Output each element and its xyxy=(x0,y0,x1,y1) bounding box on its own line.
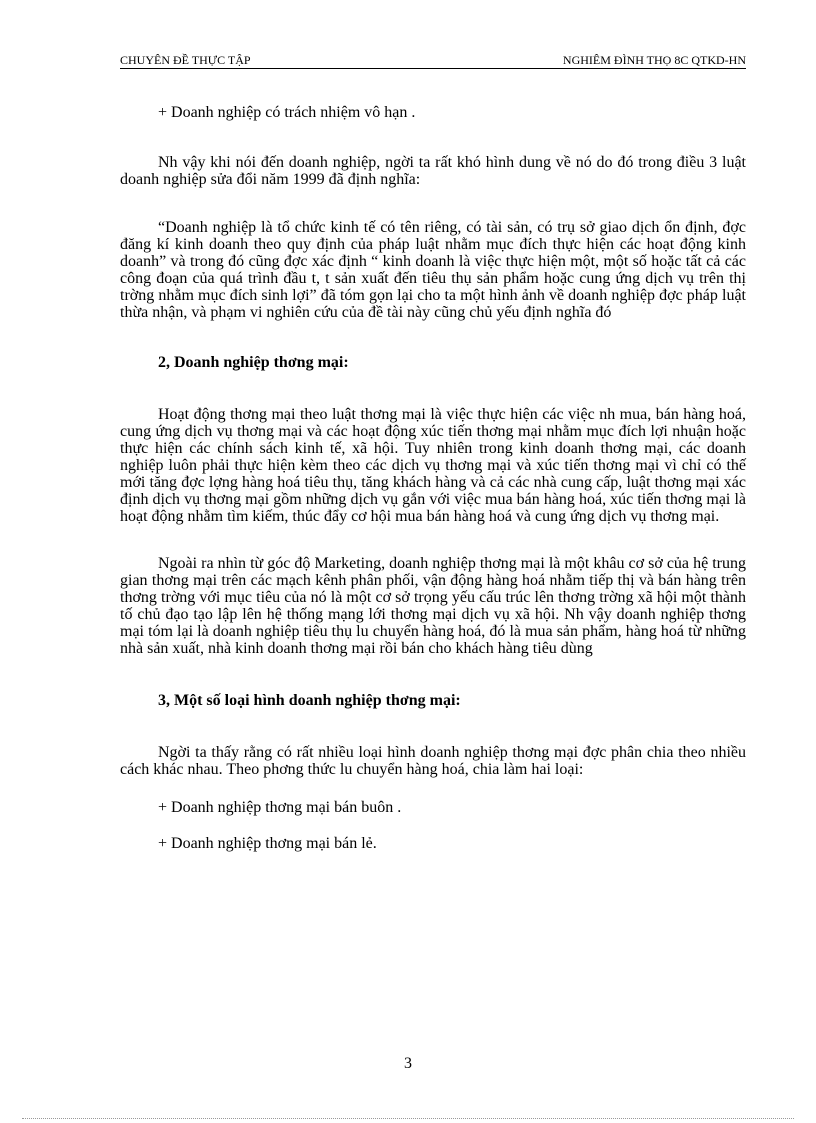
bullet-retail: + Doanh nghiệp thơng mại bán lẻ. xyxy=(158,835,377,852)
header-left-text: CHUYÊN ĐỀ THỰC TẬP xyxy=(120,53,251,67)
bullet-unlimited-liability: + Doanh nghiệp có trách nhiệm vô hạn . xyxy=(158,104,416,121)
paragraph-legal-definition: “Doanh nghiệp là tổ chức kinh tế có tên riêng, có tài sản, có trụ sở giao dịch ổn định, đợc đăng kí kinh doanh theo quy định của pháp luật nhằm mục đích thực hiện các hoạt động kinh doanh” và trong đó cũng đợc xác định “ kinh doanh là việc thực hiện một, một số hoặc tất cả các công đoạn của quá trình đầu t, t sản xuất đến tiêu thụ sản phẩm hoặc cung ứng dịch vụ trên thị trờng nhằm mục đích sinh lợi” đã tóm gọn lại cho ta một hình ảnh về doanh nghiệp đợc pháp luật thừa nhận, và phạm vi nghiên cứu của đề tài này cũng chủ yếu định nghĩa đó xyxy=(120,219,746,321)
paragraph-definition-intro: Nh vậy khi nói đến doanh nghiệp, ngời ta rất khó hình dung về nó do đó trong điều 3 luật doanh nghiệp sửa đổi năm 1999 đã định nghĩa: xyxy=(120,154,746,188)
paragraph-marketing-view: Ngoài ra nhìn từ góc độ Marketing, doanh nghiệp thơng mại là một khâu cơ sở của hệ trung gian thơng mại trên các mạch kênh phân phối, vận động hàng hoá nhằm tiếp thị và bán hàng trên thơng trờng với mục tiêu của nó là một cơ sở trọng yếu cấu trúc lên thơng trờng xã hội một thành tố chủ đạo tạo lập lên hệ thống mạng lới thơng mại dịch vụ xã hội. Nh vậy doanh nghiệp thơng mại tóm lại là doanh nghiệp tiêu thụ lu chuyển hàng hoá, đó là mua sản phẩm, hàng hoá từ những nhà sản xuất, nhà kinh doanh thơng mại rồi bán cho khách hàng tiêu dùng xyxy=(120,555,746,657)
paragraph-classification: Ngời ta thấy rằng có rất nhiều loại hình doanh nghiệp thơng mại đợc phân chia theo nhiều cách khác nhau. Theo phơng thức lu chuyển hàng hoá, chia làm hai loại: xyxy=(120,744,746,778)
page-body xyxy=(120,100,746,852)
page-bottom-border xyxy=(22,1118,794,1119)
page-header xyxy=(120,52,746,69)
bullet-wholesale: + Doanh nghiệp thơng mại bán buôn . xyxy=(158,799,402,816)
header-right-text: NGHIÊM ĐÌNH THỌ 8C QTKD-HN xyxy=(562,53,746,67)
section-heading-2: 2, Doanh nghiệp thơng mại: xyxy=(158,354,349,371)
section-heading-3: 3, Một số loại hình doanh nghiệp thơng mại: xyxy=(158,692,461,709)
paragraph-commerce-activities: Hoạt động thơng mại theo luật thơng mại là việc thực hiện các việc nh mua, bán hàng hoá, cung ứng dịch vụ thơng mại và các hoạt động xúc tiến thơng mại nhằm mục đích lợi nhuận hoặc thực hiện các chính sách kinh tế, xã hội. Tuy nhiên trong kinh doanh thơng mại, các doanh nghiệp luôn phải thực hiện kèm theo các dịch vụ thơng mại và xúc tiến thơng mại vì chỉ có thế mới tăng đợc lợng hàng hoá tiêu thụ, tăng khách hàng và cả các nhà cung cấp, luật thơng mại xác định dịch vụ thơng mại gồm những dịch vụ gắn với việc mua bán hàng hoá, xúc tiến thơng mại là hoạt động nhằm tìm kiếm, thúc đẩy cơ hội mua bán hàng hoá và cung ứng dịch vụ thơng mại. xyxy=(120,406,746,525)
page-number: 3 xyxy=(404,1055,412,1072)
